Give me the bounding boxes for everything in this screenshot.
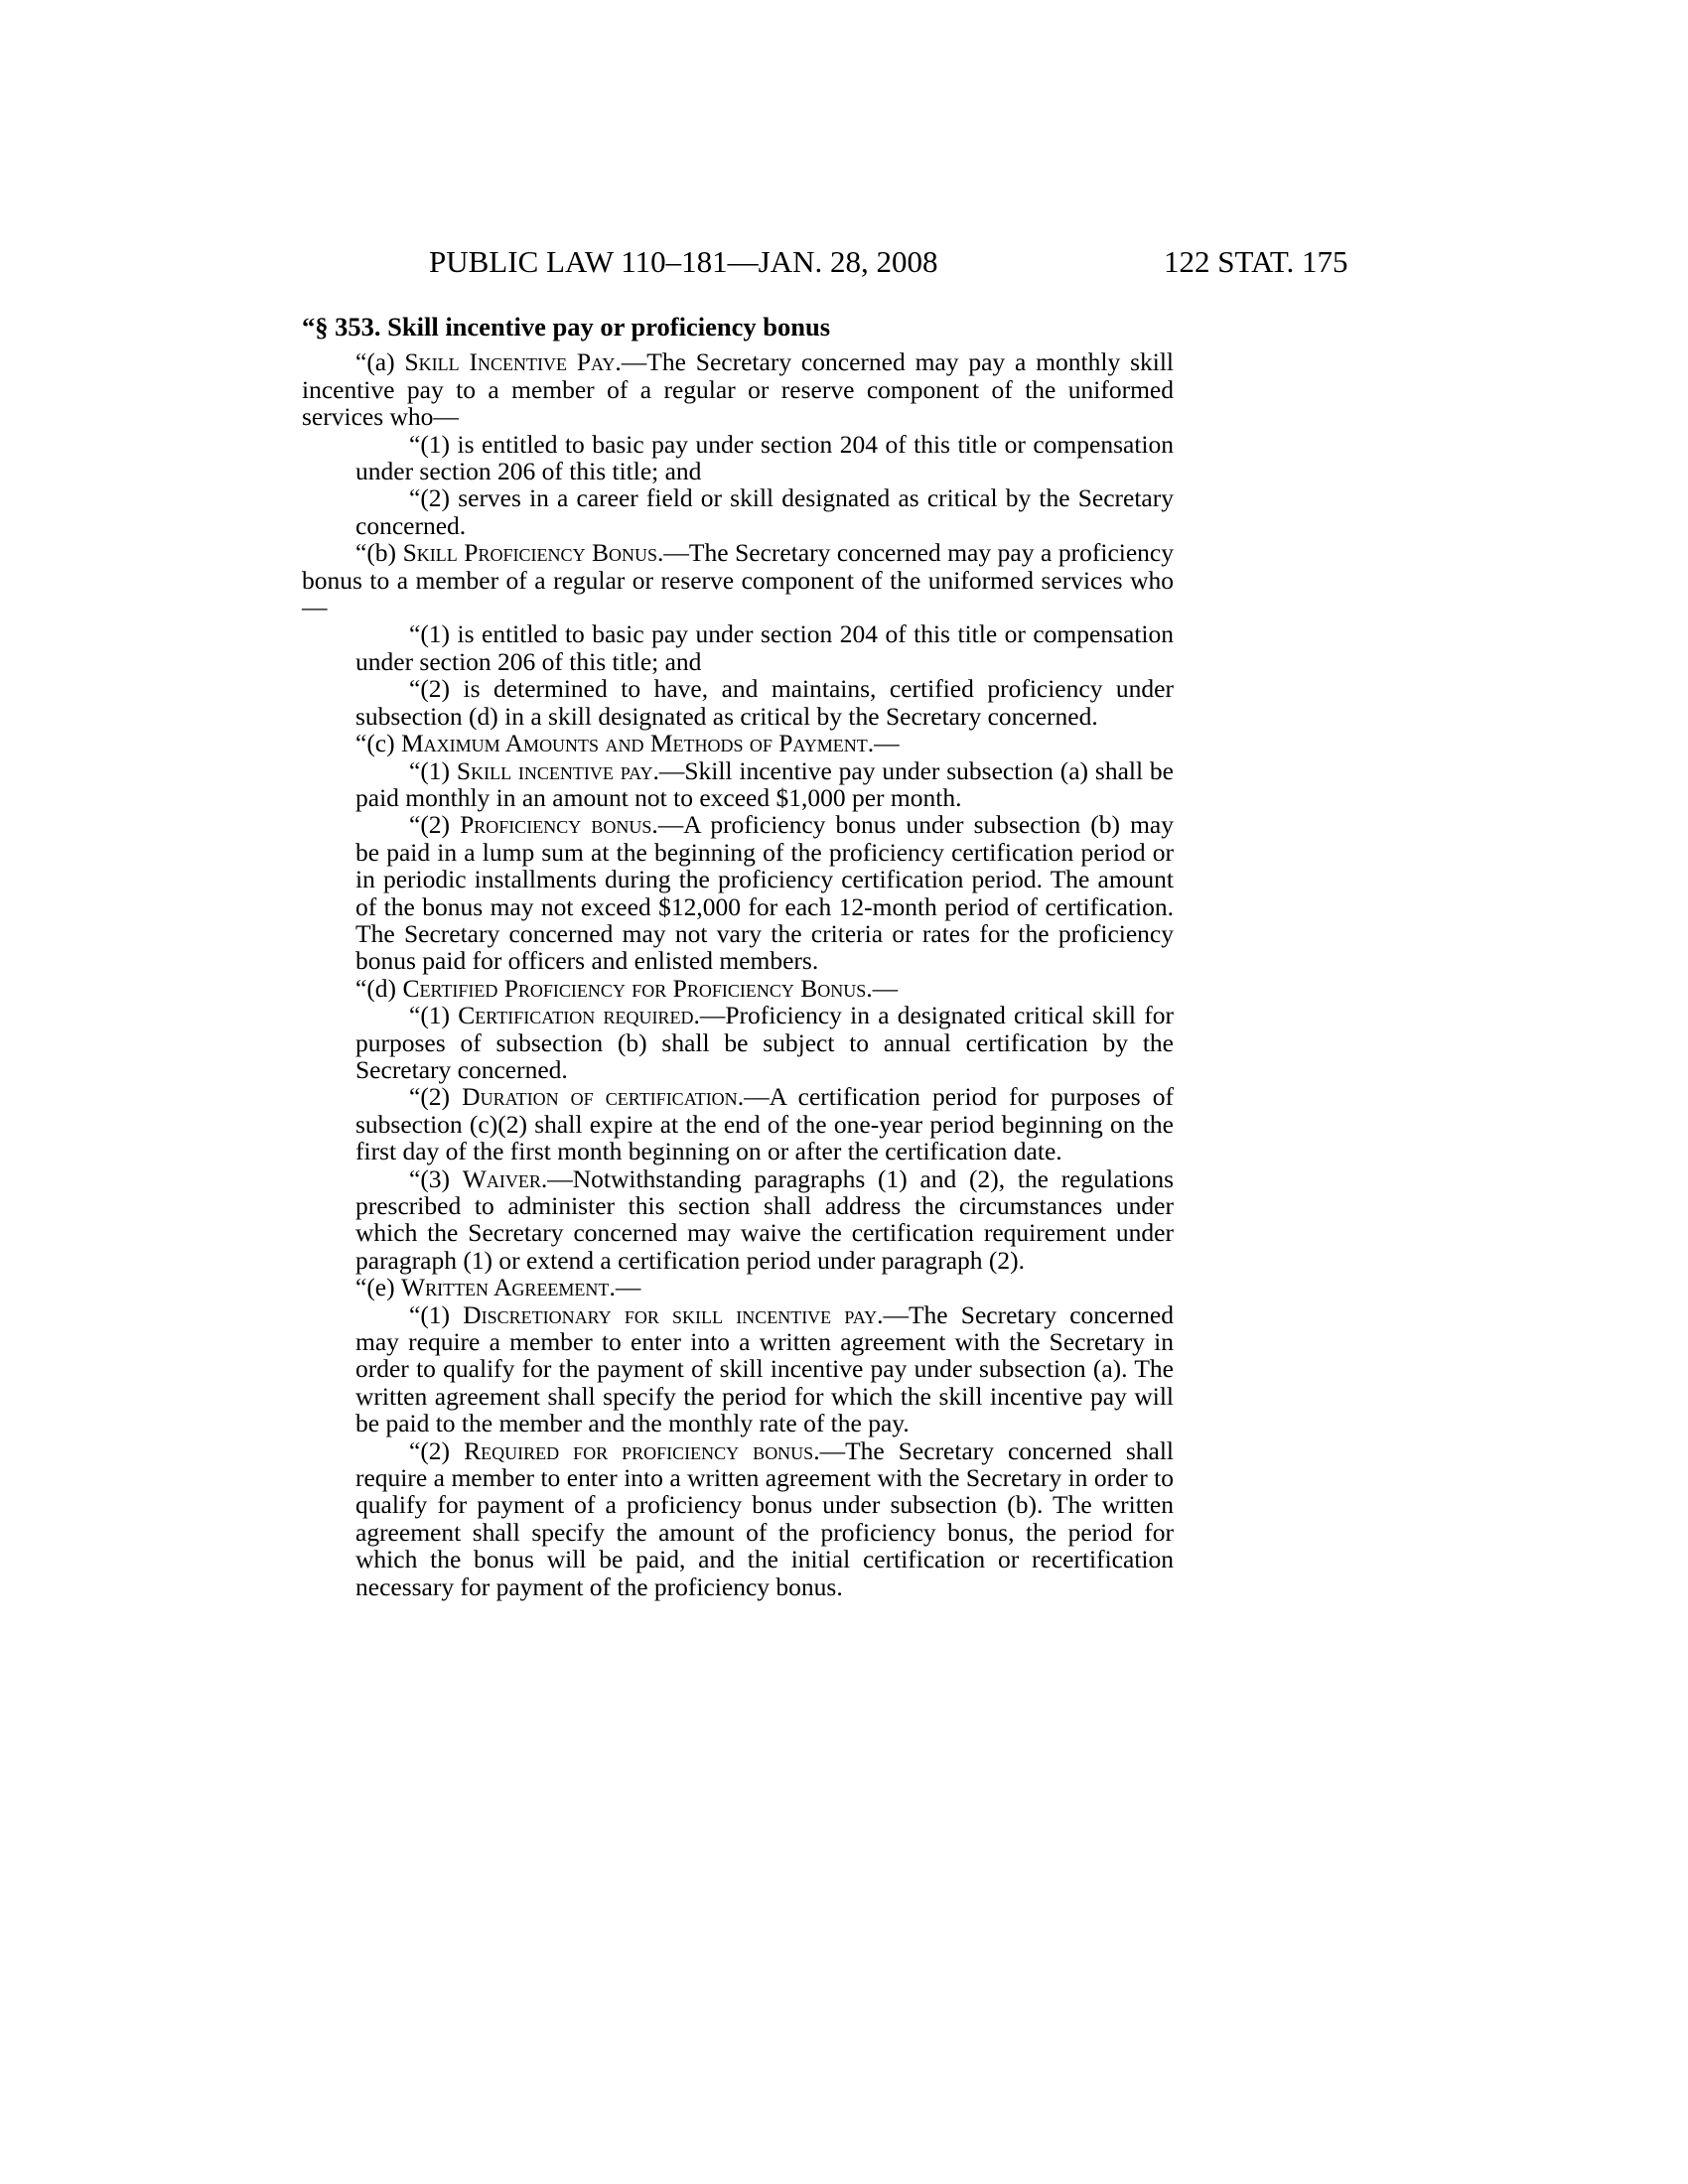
- section-heading: “§ 353. Skill incentive pay or proficiency bonus: [302, 312, 831, 341]
- subsection-d-paragraph-1: “(1) Certification required.—Proficiency in a designated critical skill for purposes of subsection (b) shall be subject to annual certification by the Secretary concerned.: [355, 1001, 1174, 1084]
- paragraph-caption: Proficiency bonus: [460, 810, 652, 840]
- subsection-c-caption: Maximum Amounts and Methods of Payment: [401, 729, 868, 758]
- subsection-e-paragraph-1: “(1) Discretionary for skill incentive pay.—The Secretary concerned may require a member to enter into a written agreement with the Secretary in order to qualify for the payment of skill incentive pay under subsection (a). The written agreement shall specify the period for which the skill incentive pay will be paid to the member and the monthly rate of the pay.: [355, 1299, 1174, 1438]
- subsection-d-paragraph-2: “(2) Duration of certification.—A certification period for purposes of subsection (c)(2) shall expire at the end of the one-year period beginning on the first day of the first month beginning on or after the certification date.: [355, 1082, 1174, 1166]
- subsection-b-item-2: “(2) is determined to have, and maintains, certified proficiency under subsection (d) in a skill designated as critical by the Secretary concerned.: [355, 674, 1174, 731]
- subsection-c: “(c) Maximum Amounts and Methods of Payment.—: [355, 729, 900, 758]
- running-head-title: PUBLIC LAW 110–181—JAN. 28, 2008: [429, 244, 938, 279]
- paragraph-caption: Discretionary for skill incentive pay: [463, 1299, 878, 1329]
- page-header: [0, 244, 1688, 284]
- subsection-d: “(d) Certified Proficiency for Proficiency Bonus.—: [355, 973, 899, 1003]
- statute-body: [302, 314, 1174, 1600]
- subsection-e-paragraph-2: “(2) Required for proficiency bonus.—The Secretary concerned shall require a member to enter into a written agreement with the Secretary in order to qualify for payment of a proficiency bonus under subsection (b). The written agreement shall specify the amount of the proficiency bonus, the period for which the bonus will be paid, and the initial certification or recertification necessary for payment of the proficiency bonus.: [355, 1435, 1174, 1601]
- subsection-a-item-2: “(2) serves in a career field or skill designated as critical by the Secretary concerned.: [355, 483, 1174, 540]
- subsection-b-item-1: “(1) is entitled to basic pay under section 204 of this title or compensation under section 206 of this title; and: [355, 619, 1174, 676]
- subsection-a-caption: Skill Incentive Pay: [404, 347, 616, 377]
- subsection-a-item-1: “(1) is entitled to basic pay under section 204 of this title or compensation under section 206 of this title; and: [355, 429, 1174, 486]
- subsection-a: “(a) Skill Incentive Pay.—The Secretary concerned may pay a monthly skill incentive pay to a member of a regular or reserve component of the uniformed services who—: [302, 347, 1175, 432]
- subsection-b-caption: Skill Proficiency Bonus: [402, 538, 658, 568]
- paragraph-caption: Waiver: [462, 1163, 541, 1193]
- paragraph-caption: Certification required: [458, 1001, 694, 1030]
- subsection-e-caption: Written Agreement: [401, 1273, 610, 1302]
- paragraph-caption: Required for proficiency bonus: [464, 1435, 814, 1465]
- subsection-c-paragraph-2: “(2) Proficiency bonus.—A proficiency bonus under subsection (b) may be paid in a lump sum at the beginning of the proficiency certification period or in periodic installments during the proficiency certification period. The amount of the bonus may not exceed $12,000 for each 12-month period of certification. The Secretary concerned may not vary the criteria or rates for the proficiency bonus paid for officers and enlisted members.: [355, 810, 1174, 976]
- paragraph-caption: Duration of certification: [462, 1082, 738, 1112]
- subsection-d-paragraph-3: “(3) Waiver.—Notwithstanding paragraphs (1) and (2), the regulations prescribed to administer this section shall address the circumstances under which the Secretary concerned may waive the certification requirement under paragraph (1) or extend a certification period under paragraph (2).: [355, 1163, 1174, 1275]
- paragraph-caption: Skill incentive pay: [456, 755, 653, 785]
- subsection-b: “(b) Skill Proficiency Bonus.—The Secretary concerned may pay a proficiency bonus to a member of a regular or reserve component of the uniformed services who—: [302, 538, 1174, 622]
- subsection-c-paragraph-1: “(1) Skill incentive pay.—Skill incentive pay under subsection (a) shall be paid monthly in an amount not to exceed $1,000 per month.: [355, 755, 1174, 812]
- statute-page-number: 122 STAT. 175: [1164, 244, 1348, 279]
- subsection-e: “(e) Written Agreement.—: [355, 1273, 641, 1302]
- subsection-d-caption: Certified Proficiency for Proficiency Bonus: [402, 973, 867, 1003]
